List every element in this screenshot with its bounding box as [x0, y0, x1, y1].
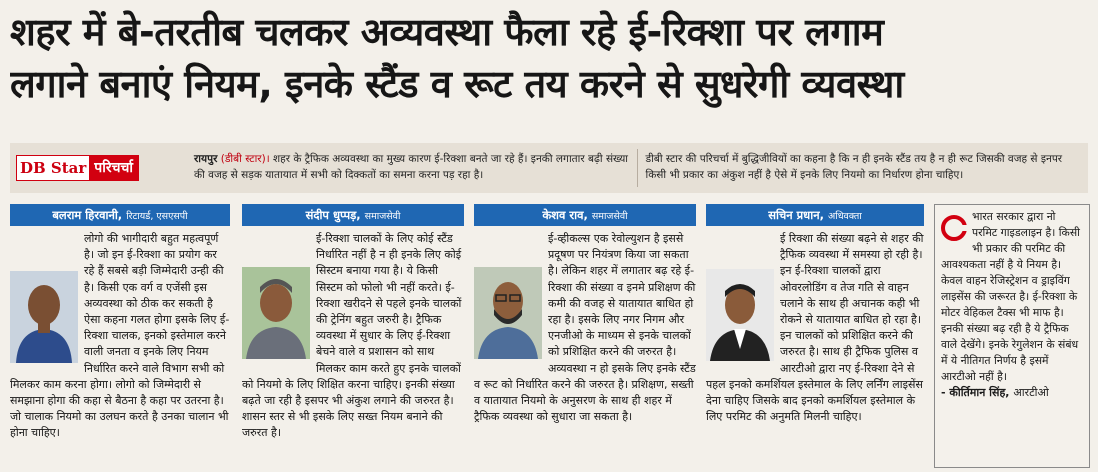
person-name: सचिन प्रधान,: [768, 208, 824, 222]
person-photo: [10, 271, 78, 363]
intro-right: [638, 143, 1089, 193]
column-text: [706, 226, 924, 425]
person-name: बलराम हिरवानी,: [52, 208, 123, 222]
person-role: समाजसेवी: [591, 211, 628, 222]
person-name: संदीप धुप्पड़,: [305, 208, 361, 222]
column-body: लोगो की भागीदारी बहुत महत्वपूर्ण है। जो इन ई-रिक्शा का प्रयोग कर रहे हैं सबसे बड़ी जिम्मेदारी उन्ही की है। किसी एक वर्ग व एजेंसी इस अव्यवस्था को ठीक कर सकती है ऐसा कहना गलत होगा इसके लिए ई-रिक्शा चालक, इनको इस्तेमाल करने वाली जनता व इनके लिए नियम निर्धारित करने वाले विभाग सभी को मिलकर काम करना होगा। लोगो को जिम्मेदारी से समझाना होगा की कहा से बैठना है कहा पर उतरना है। जो चालाक नियमो का उलघन करते है उनका चालान भी होना चाहिए।: [10, 232, 230, 440]
column-header: [474, 204, 696, 226]
intro-right-text: डीबी स्टार की परिचर्चा में बुद्धिजीवियों का कहना है कि न ही इनके स्टैंड तय है न ही रूट जिसकी वजह से इनपर किसी भी प्रकार का अंकुश नहीं है ऐसे में इनके लिए नियमो का निर्धारण होना चाहिए।: [645, 153, 1063, 181]
intro-left: [186, 143, 637, 193]
sidebar-author: [941, 385, 1083, 400]
db-star-logo: [10, 143, 186, 193]
portrait-icon: [242, 267, 310, 359]
person-photo: [242, 267, 310, 359]
portrait-icon: [706, 269, 774, 361]
portrait-icon: [10, 271, 78, 363]
person-role: रिटायर्ड, एसएसपी: [126, 211, 188, 222]
sidebar-text: भारत सरकार द्वारा नो परमिट गाइडलाइन है। किसी भी प्रकार की परमिट की आवश्यकता नहीं है ये नियम है। केवल वाहन रेजिस्ट्रेशन व ड्राइविंग लाइसेंस की जरूरत है। ई-रिक्शा के मोटर वेहिकल टैक्स भी माफ है। इनकी संख्या बढ़ रही है ये ट्रैफिक वाले देखेंगे। इनके रेगुलेशन के संबंध में ये नीतिगत निर्णय है इसमें आरटीओ नहीं है।: [941, 210, 1080, 383]
opinion-column-4: [706, 204, 924, 468]
author-role: आरटीओ: [1013, 386, 1049, 399]
person-photo: [474, 267, 542, 359]
portrait-icon: [474, 267, 542, 359]
column-header: [706, 204, 924, 226]
opinion-column-2: [242, 204, 464, 468]
intro-bar: [10, 143, 1088, 193]
column-text: [242, 226, 464, 442]
headline-line-2: लगाने बनाएं नियम, इनके स्टैंड व रूट तय करने से सुधरेगी व्यवस्था: [10, 62, 904, 106]
logo-tag: परिचर्चा: [89, 156, 138, 180]
column-body: ई-रिक्शा चालकों के लिए कोई स्टैंड निर्धारित नहीं है न ही इनके लिए कोई सिस्टम बनाया गया है। ये किसी सिस्टम को फोलो भी नहीं करते। ई-रिक्शा खरीदने से पहले इनके चालकों की ट्रेनिंग बहुत जरुरी है। ट्रैफिक व्यवस्था में सुधार के लिए ई-रिक्शा बेचने वाले व प्रशासन को साथ मिलकर काम करते हुए इनके चालकों को नियमो के लिए शिक्षित करना चाहिए। इनकी संख्या बढ़ते जा रही है इसपर भी अंकुश लगाने की जरुरत है। शासन स्तर से भी इसके लिए सख्त नियम बनाने की जरुरत है।: [242, 232, 462, 440]
rto-sidebar: [934, 204, 1090, 468]
headline-line-1: शहर में बे-तरतीब चलकर अव्यवस्था फैला रहे ई-रिक्शा पर लगाम: [10, 10, 884, 54]
intro-dateline: रायपुर: [194, 153, 218, 165]
column-header: [242, 204, 464, 226]
column-body: ई-व्हीकल्स एक रेवोल्युशन है इससे प्रदूषण पर नियंत्रण किया जा सकता है। लेकिन शहर में लगातार बढ़ रहे ई-रिक्शा की संख्या व इनमे प्रशिक्षण की कमी की वजह से यातायात बाधित हो रहा है। इसके लिए नगर निगम और एनजीओ के माध्यम से इनके चालकों को प्रशिक्षित करने की जरुरत है। अव्यवस्था न हो इसके लिए इनके स्टैंड व रूट को निर्धारित करने की जरुरत है। प्रशिक्षण, सख्ती व यातायात नियमो के अनुसरण के साथ ही शहर में ट्रैफिक व्यवस्था को सुधारा जा सकता है।: [474, 232, 696, 424]
red-circle-icon: [941, 215, 967, 241]
column-body: ई रिक्शा की संख्या बढ़ने से शहर की ट्रैफिक व्यवस्था में समस्या हो रही है। इन ई-रिक्शा चालकों द्वारा ओवरलोडिंग व तेज गति से वाहन चलाने के साथ ही अचानक कही भी रोकने से यातायात बाधित हो रहा है। इन चालकों को प्रशिक्षित करने की जरुरत है। साथ ही ट्रैफिक पुलिस व आरटीओ द्वारा नए ई-रिक्शा देने से पहल इनको कमर्शियल इस्तेमाल के लिए लर्निंग लाइसेंस देना चाहिए जिसके बाद इनको कमर्शियल इस्तेमाल के लिए परमिट की अनुमति मिलनी चाहिए।: [706, 232, 924, 424]
opinion-column-1: [10, 204, 230, 468]
intro-left-text: शहर के ट्रैफिक अव्यवस्था का मुख्य कारण ई-रिक्शा बनते जा रहे हैं। इनकी लगातार बढ़ी संख्या की वजह से सड़क यातायात में सभी को दिक्कतों का समना करना पड़ रहा है।: [194, 153, 629, 181]
person-role: अधिवक्ता: [828, 211, 862, 222]
person-photo: [706, 269, 774, 361]
logo-brand: DB Star: [17, 156, 89, 180]
headline: [10, 6, 1090, 110]
column-text: [10, 226, 230, 442]
person-role: समाजसेवी: [364, 211, 401, 222]
author-name: - कीर्तिमान सिंह,: [941, 386, 1010, 399]
person-name: केशव राव,: [542, 208, 588, 222]
intro-source: (डीबी स्टार)।: [220, 153, 270, 165]
opinion-column-3: [474, 204, 696, 468]
logo-box: [16, 155, 139, 181]
column-header: [10, 204, 230, 226]
column-text: [474, 226, 696, 425]
